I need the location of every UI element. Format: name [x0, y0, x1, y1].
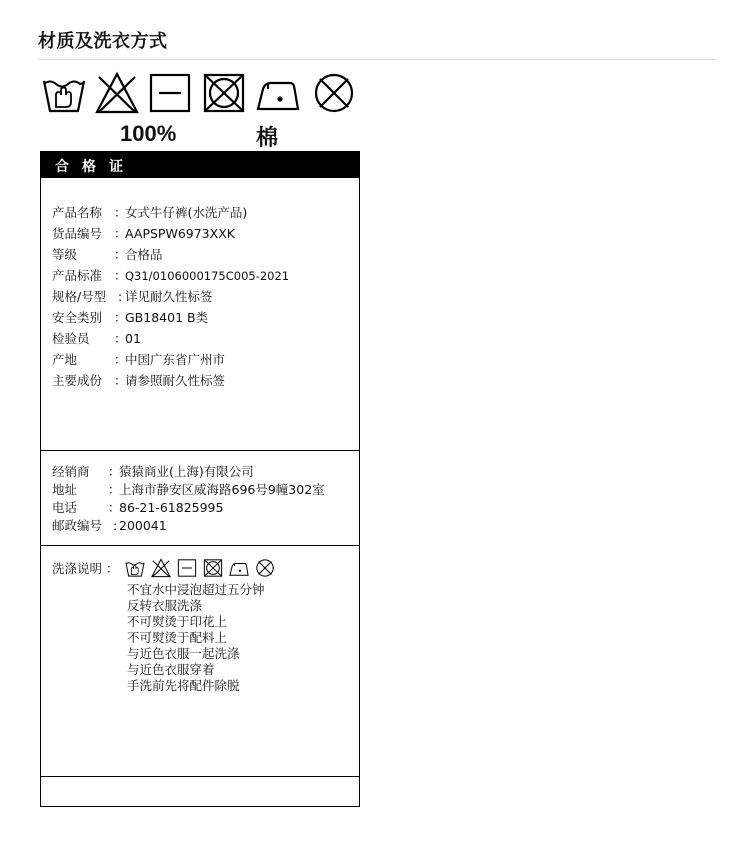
info-row-origin [52, 353, 225, 367]
info-sep: ： [114, 352, 127, 367]
info-value: 01 [125, 331, 141, 346]
info-key: 等级 [52, 247, 78, 262]
info-row-size [52, 290, 213, 304]
washing-note: 手洗前先将配件除脱 [127, 678, 240, 693]
info-row-inspector [52, 332, 141, 346]
info-key: 产品标准 [52, 268, 103, 283]
info-value: 中国广东省广州市 [125, 352, 226, 367]
certificate-label [40, 151, 360, 807]
info-key: 安全类别 [52, 310, 103, 325]
washing-note: 不可熨烫于配料上 [127, 630, 228, 645]
washing-icons [125, 558, 275, 578]
info-sep: ： [114, 226, 127, 241]
distributor-row-postcode [52, 519, 167, 533]
washing-note: 与近色衣服一起洗涤 [127, 646, 240, 661]
washing-title: 洗涤说明 ： [52, 561, 119, 576]
section-divider [41, 450, 359, 451]
distributor-row-address [52, 483, 325, 497]
info-row-product-name [52, 206, 247, 220]
info-value: 请参照耐久性标签 [125, 373, 226, 388]
washing-note: 不宜水中浸泡超过五分钟 [127, 582, 265, 597]
info-key: 经销商 [52, 464, 90, 479]
do-not-dry-clean-icon [312, 71, 356, 115]
hand-wash-icon [125, 558, 145, 578]
info-sep: ： [114, 331, 127, 346]
info-value: 86-21-61825995 [119, 500, 224, 515]
info-key: 产品名称 [52, 205, 103, 220]
info-key: 产地 [52, 352, 78, 367]
info-row-composition [52, 374, 225, 388]
info-sep: : [118, 289, 123, 304]
info-value: Q31/0106000175C005-2021 [125, 269, 290, 283]
do-not-dry-clean-icon [255, 558, 275, 578]
info-value: 猿猿商业(上海)有限公司 [119, 464, 254, 479]
info-sep: ： [108, 500, 121, 515]
info-value: 上海市静安区威海路696号9幢302室 [119, 482, 325, 497]
washing-note: 不可熨烫于印花上 [127, 614, 228, 629]
info-sep: : [113, 518, 118, 533]
do-not-tumble-dry-icon [203, 558, 223, 578]
info-sep: ： [114, 373, 127, 388]
do-not-bleach-icon [95, 71, 139, 115]
info-sep: ： [114, 205, 127, 220]
info-value: 详见耐久性标签 [125, 289, 213, 304]
washing-note: 与近色衣服穿着 [127, 662, 215, 677]
distributor-row-phone [52, 501, 223, 515]
info-row-grade [52, 248, 163, 262]
info-value: GB18401 B类 [125, 310, 209, 325]
info-sep: ： [114, 268, 127, 283]
dry-flat-icon [148, 71, 192, 115]
info-value: AAPSPW6973XXK [125, 226, 235, 241]
info-value: 合格品 [125, 247, 163, 262]
info-key: 电话 [52, 500, 78, 515]
info-row-safety-category [52, 311, 208, 325]
section-title: 材质及洗衣方式 [38, 31, 168, 52]
hand-wash-icon [42, 71, 86, 115]
section-divider [41, 776, 359, 777]
iron-low-heat-icon [256, 71, 300, 115]
info-sep: ： [114, 247, 127, 262]
info-key: 邮政编号 [52, 518, 103, 533]
info-row-item-number [52, 227, 235, 241]
info-sep: ： [108, 482, 121, 497]
iron-low-heat-icon [229, 558, 249, 578]
title-divider [38, 59, 715, 60]
info-key: 检验员 [52, 331, 90, 346]
info-key: 规格/号型 [52, 289, 107, 304]
section-divider [41, 545, 359, 546]
info-key: 货品编号 [52, 226, 103, 241]
do-not-bleach-icon [151, 558, 171, 578]
info-key: 地址 [52, 482, 78, 497]
info-sep: ： [108, 464, 121, 479]
info-sep: ： [114, 310, 127, 325]
info-value: 女式牛仔裤(水洗产品) [125, 205, 248, 220]
info-key: 主要成份 [52, 373, 103, 388]
do-not-tumble-dry-icon [202, 71, 246, 115]
info-value: 200041 [119, 518, 167, 533]
washing-note: 反转衣服洗涤 [127, 598, 203, 613]
certificate-header-text: 合格证 [55, 159, 136, 175]
composition-percent: 100% [120, 121, 177, 146]
info-row-standard [52, 269, 289, 283]
certificate-header [41, 152, 359, 178]
composition-material: 棉 [256, 126, 279, 151]
distributor-row-name [52, 465, 254, 479]
dry-flat-icon [177, 558, 197, 578]
